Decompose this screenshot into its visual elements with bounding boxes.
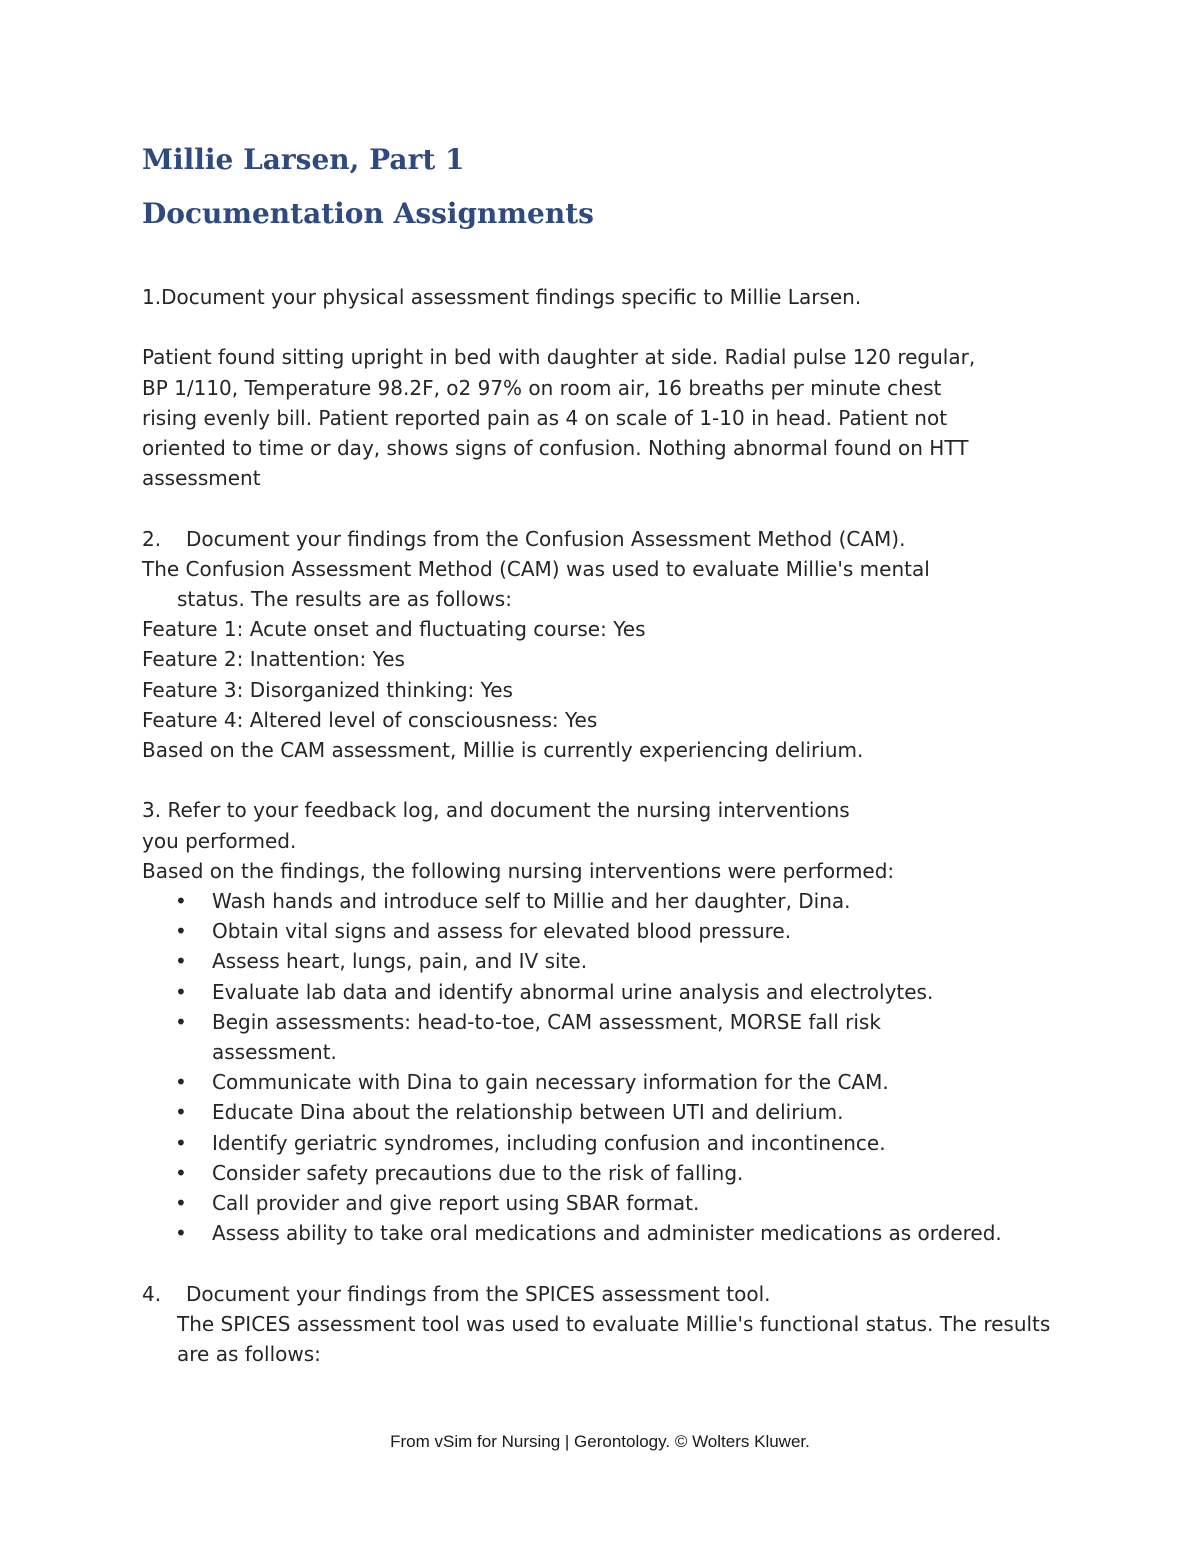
list-item: • Identify geriatric syndromes, including confusion and incontinence. [212,1128,1072,1158]
cam-feature: Feature 3: Disorganized thinking: Yes [142,677,513,702]
cam-feature: Feature 4: Altered level of consciousness: Yes [142,707,598,732]
list-item: • Consider safety precautions due to the risk of falling. [212,1158,1072,1188]
document-body [142,282,1072,1369]
interventions-list [142,886,1072,1248]
document-title: Millie Larsen, Part 1 [142,143,465,176]
list-item: • Educate Dina about the relationship between UTI and delirium. [212,1097,1072,1127]
question-4-text: Document your findings from the SPICES assessment tool. [186,1281,771,1306]
document-subtitle: Documentation Assignments [142,197,594,230]
answer-1-line: oriented to time or day, shows signs of confusion. Nothing abnormal found on HTT [142,436,969,460]
answer-1-line: Patient found sitting upright in bed with daughter at side. Radial pulse 120 regular, [142,345,976,370]
list-item: • Obtain vital signs and assess for elevated blood pressure. [212,916,1072,946]
cam-conclusion: Based on the CAM assessment, Millie is currently experiencing delirium. [142,738,864,763]
list-item: • Call provider and give report using SBAR format. [212,1188,1072,1218]
question-3-line: you performed. [142,828,297,853]
list-item: • Evaluate lab data and identify abnormal urine analysis and electrolytes. [212,977,1072,1007]
question-2 [142,524,1072,554]
spices-intro: The SPICES assessment tool was used to evaluate Millie's functional status. The results are as follows: [177,1311,1051,1367]
answer-1-line: assessment [142,466,261,491]
question-1: 1.Document your physical assessment findings specific to Millie Larsen. [142,285,862,309]
answer-1-line: rising evenly bill. Patient reported pain as 4 on scale of 1-10 in head. Patient not [142,405,948,430]
page-footer: From vSim for Nursing | Gerontology. © Wolters Kluwer. [390,1432,810,1451]
question-2-text: Document your findings from the Confusion Assessment Method (CAM). [186,526,906,551]
list-item: • Assess heart, lungs, pain, and IV site. [212,946,1072,976]
cam-intro-line: status. The results are as follows: [177,587,512,611]
question-3-line: 3. Refer to your feedback log, and document the nursing interventions [142,798,850,823]
question-4-number: 4. [142,1281,162,1306]
cam-feature: Feature 1: Acute onset and fluctuating course: Yes [142,617,646,642]
list-item: • Assess ability to take oral medications and administer medications as ordered. [212,1218,1012,1248]
answer-1-line: BP 1/110, Temperature 98.2F, o2 97% on room air, 16 breaths per minute chest [142,375,942,400]
list-item: • Begin assessments: head-to-toe, CAM assessment, MORSE fall risk assessment. [212,1007,972,1067]
question-4 [142,1279,1072,1309]
list-item: • Communicate with Dina to gain necessary information for the CAM. [212,1067,1072,1097]
cam-feature: Feature 2: Inattention: Yes [142,647,405,672]
cam-intro-line: The Confusion Assessment Method (CAM) was used to evaluate Millie's mental [142,556,930,581]
question-2-number: 2. [142,526,162,551]
interventions-intro: Based on the findings, the following nursing interventions were performed: [142,858,895,883]
answer-1 [142,342,1072,493]
list-item: • Wash hands and introduce self to Millie and her daughter, Dina. [212,886,1072,916]
